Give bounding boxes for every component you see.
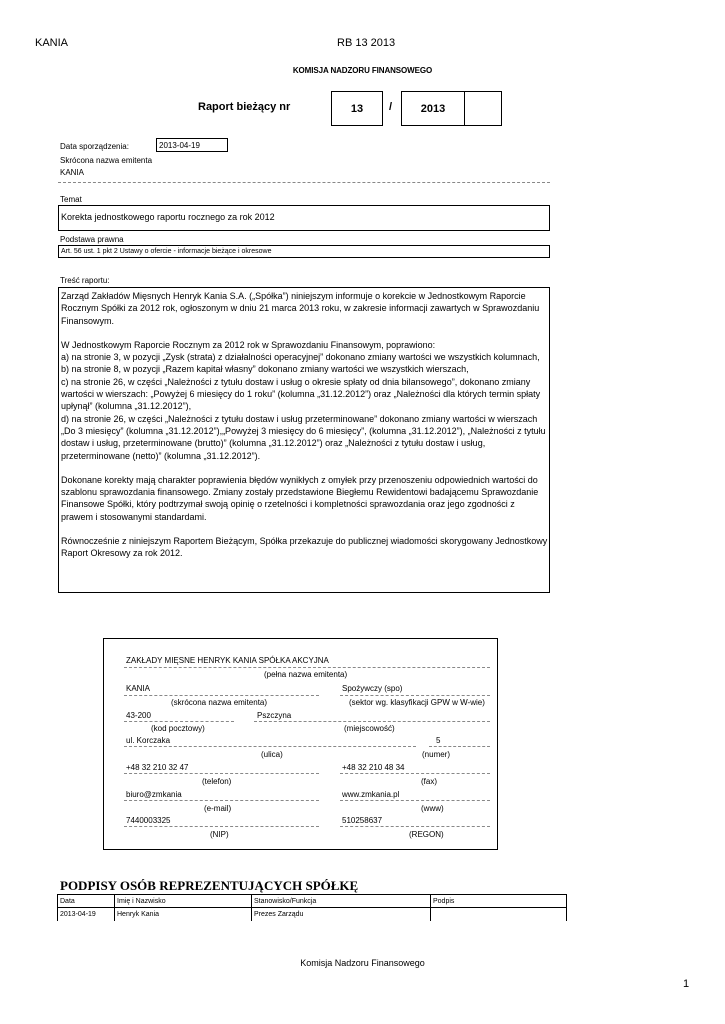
footer-text: Komisja Nadzoru Finansowego: [300, 958, 425, 968]
table-cell: Prezes Zarządu: [252, 908, 431, 922]
content-label: Treść raportu:: [60, 276, 110, 285]
date-value: 2013-04-19: [156, 138, 228, 152]
content-paragraph: Dokonane korekty mają charakter poprawienia błędów wynikłych z omyłek przy przenoszeniu odpowiednich wartości do szablonu sprawozdania finansowego. Zmiany zostały przedstawione Biegłemu Rewidentowi badającemu Sprawozdanie Finansowe Spółki, który podtrzymał swoją opinię o rzetelności i kompletności sprawozdania oraz jego zgodności z prawem i stosowanymi standardami.: [61, 474, 539, 522]
company-www-caption: (www): [421, 804, 444, 813]
company-number-caption: (numer): [422, 750, 451, 759]
company-postal-code-caption: (kod pocztowy): [151, 724, 205, 733]
company-sector-caption: (sektor wg. klasyfikacji GPW w W-wie): [349, 698, 485, 707]
legal-basis-label: Podstawa prawna: [60, 235, 124, 244]
company-fax-caption: (fax): [421, 777, 437, 786]
topic-value: Korekta jednostkowego raportu rocznego za rok 2012: [58, 205, 550, 231]
divider: [124, 773, 319, 774]
divider: [124, 826, 319, 827]
short-name-label: Skrócona nazwa emitenta: [60, 156, 153, 165]
signatures-table: [57, 894, 567, 921]
table-header-row: [58, 895, 567, 908]
header-report-code: RB 13 2013: [337, 37, 396, 49]
company-info-box: [103, 638, 498, 850]
company-city-caption: (miejscowość): [344, 724, 395, 733]
report-number: 13: [350, 102, 364, 115]
divider: [124, 800, 319, 801]
content-paragraph: Zarząd Zakładów Mięsnych Henryk Kania S.A. („Spółka”) niniejszym informuje o korekcie w Jednostkowym Raporcie Rocznym Spółki za 2012 rok, ogłoszonym w dniu 21 marca 2013 roku, w zakresie informacji zawartych w Sprawozdaniu Finansowym.: [61, 291, 540, 326]
company-number: 5: [436, 736, 441, 745]
company-short-name-caption: (skrócona nazwa emitenta): [171, 698, 268, 707]
company-sector: Spożywczy (spo): [342, 684, 403, 693]
topic-label: Temat: [60, 195, 82, 204]
table-header-cell: Stanowisko/Funkcja: [252, 895, 431, 908]
content-body: [58, 287, 550, 593]
commission-title: KOMISJA NADZORU FINANSOWEGO: [292, 66, 433, 75]
company-city: Pszczyna: [257, 711, 292, 720]
table-cell: Henryk Kania: [115, 908, 252, 922]
page-number: 1: [683, 978, 690, 990]
company-regon-caption: (REGON): [409, 830, 444, 839]
company-email: biuro@zmkania: [126, 790, 182, 799]
company-www: www.zmkania.pl: [342, 790, 400, 799]
divider: [254, 721, 490, 722]
divider: [429, 746, 490, 747]
company-street: ul. Korczaka: [126, 736, 171, 745]
divider: [340, 773, 490, 774]
table-cell: 2013-04-19: [58, 908, 115, 922]
header-company: KANIA: [35, 37, 69, 49]
divider: [124, 721, 234, 722]
content-paragraph: Równocześnie z niniejszym Raportem Bieżącym, Spółka przekazuje do publicznej wiadomości skorygowany Jednostkowy Raport Okresowy za rok 2012.: [61, 536, 548, 559]
company-full-name: ZAKŁADY MIĘSNE HENRYK KANIA SPÓŁKA AKCYJNA: [126, 656, 329, 665]
company-full-name-caption: (pełna nazwa emitenta): [264, 670, 348, 679]
divider: [58, 182, 550, 183]
divider: [124, 667, 490, 668]
company-regon: 510258637: [342, 816, 383, 825]
divider: [124, 695, 319, 696]
table-header-cell: Imię i Nazwisko: [115, 895, 252, 908]
report-year-box: [401, 91, 465, 126]
table-header-cell: Podpis: [431, 895, 567, 908]
report-year: 2013: [420, 102, 446, 115]
company-nip: 7440003325: [126, 816, 171, 825]
company-short-name: KANIA: [126, 684, 151, 693]
content-paragraph: W Jednostkowym Raporcie Rocznym za 2012 rok w Sprawozdaniu Finansowym, poprawiono: a) na stronie 3, w pozycji „Zysk (strata) z działalności operacyjnej” dokonano zmiany wartości we wszystkich kolumnach, b) na stronie 8, w pozycji „Razem kapitał własny” dokonano zmiany wartości we wszystkich wierszach, c) na stronie 26, w części „Należności z tytułu dostaw i usług o okresie spłaty od dnia bilansowego”, dokonano zmiany wartości w wierszach: „Powyżej 6 miesięcy do 1 roku” (kolumna „31.12.2012”) oraz „Należności dla których termin spłaty upłynął” (kolumna „31.12.2012”), d) na stronie 26, w części „Należności z tytułu dostaw i usług przeterminowane” dokonano zmiany wartości w wierszach „Do 3 miesięcy” (kolumna „31.12.2012”),„Powyżej 3 miesięcy do 6 miesięcy”, (kolumna „31.12.2012”), „Należności z tytułu dostaw i usług, przeterminowane (brutto)” (kolumna „31.12.2012”) oraz „Należności z tytułu dostaw i usług, przeterminowane (netto)” (kolumna „31.12.2012”).: [61, 339, 546, 461]
company-nip-caption: (NIP): [210, 830, 229, 839]
company-email-caption: (e-mail): [204, 804, 232, 813]
company-postal-code: 43-200: [126, 711, 151, 720]
short-name-value: KANIA: [60, 168, 85, 177]
table-row: [58, 908, 567, 922]
report-label: Raport bieżący nr: [198, 101, 291, 113]
company-fax: +48 32 210 48 34: [342, 763, 405, 772]
report-slash: /: [389, 101, 393, 113]
company-phone-caption: (telefon): [202, 777, 232, 786]
report-extra-box: [464, 91, 502, 126]
signatures-title: PODPISY OSÓB REPREZENTUJĄCYCH SPÓŁKĘ: [60, 878, 359, 893]
date-label: Data sporządzenia:: [60, 142, 129, 151]
report-number-box: [331, 91, 383, 126]
table-cell: [431, 908, 567, 922]
divider: [340, 800, 490, 801]
divider: [340, 695, 490, 696]
table-header-cell: Data: [58, 895, 115, 908]
divider: [124, 746, 416, 747]
divider: [340, 826, 490, 827]
legal-basis-value: Art. 56 ust. 1 pkt 2 Ustawy o ofercie - informacje bieżące i okresowe: [58, 245, 550, 258]
company-street-caption: (ulica): [261, 750, 283, 759]
company-phone: +48 32 210 32 47: [126, 763, 189, 772]
